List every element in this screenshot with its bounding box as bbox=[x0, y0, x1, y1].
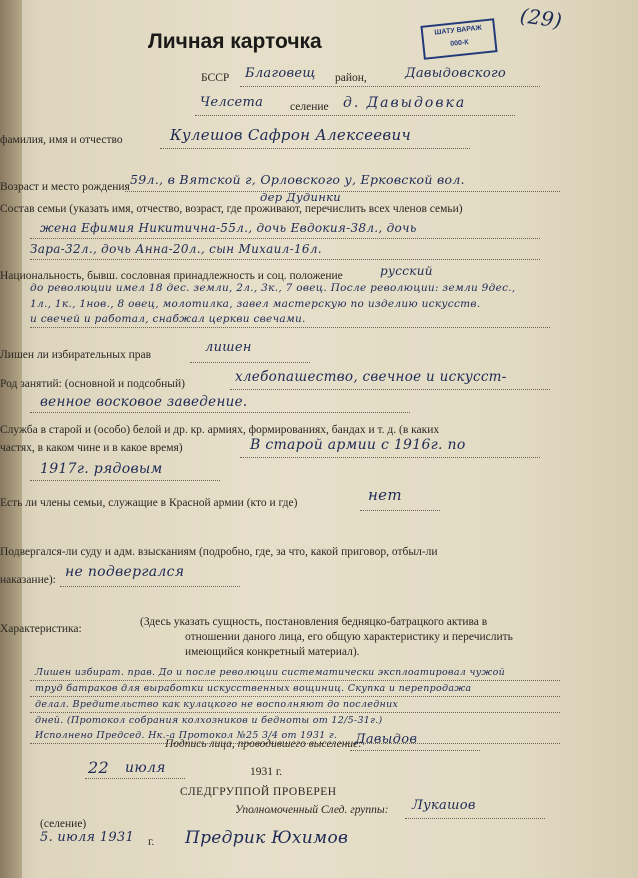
date-day: 22 bbox=[88, 758, 109, 777]
village-council-value: Давыдовского bbox=[405, 66, 506, 81]
birth-label: Возраст и место рождения bbox=[0, 181, 130, 193]
verified-label: СЛЕДГРУППОЙ ПРОВЕРЕН bbox=[180, 786, 337, 798]
nationality-line bbox=[30, 327, 550, 328]
char-value-2: труд батраков для выработки искусственных вощиниц. Скупка и перепродажа bbox=[35, 683, 472, 694]
char-note-1: (Здесь указать сущность, постановления бедняцко-батрацкого актива в bbox=[140, 616, 488, 628]
court-line bbox=[60, 586, 240, 587]
signature-value: Давыдов bbox=[355, 732, 418, 747]
location-line-2 bbox=[195, 115, 515, 116]
family-value-1: жена Ефимия Никитична-55л., дочь Евдокия-38л., дочь bbox=[40, 221, 417, 235]
char-note-2: отношении даного лица, его общую характеристику и перечислить bbox=[185, 631, 513, 643]
court-label-2: наказание): bbox=[0, 574, 56, 586]
char-line-1 bbox=[30, 680, 560, 681]
char-value-5: Исполнено Председ. Нк.-а Протокол №25 3/4 от 1931 г. bbox=[35, 730, 338, 741]
court-value: не подвергался bbox=[65, 564, 185, 580]
family-label: Состав семьи (указать имя, отчество, возраст, где проживают, перечислить всех членов семьи) bbox=[0, 203, 463, 215]
occupation-line-2 bbox=[30, 412, 410, 413]
char-label: Характеристика: bbox=[0, 623, 82, 635]
service-line-2 bbox=[30, 480, 220, 481]
date-line bbox=[85, 778, 185, 779]
signature-line bbox=[350, 750, 480, 751]
stamp-line-1: ШАТУ ВАРАЖ bbox=[434, 24, 483, 37]
char-value-3: делал. Вредительство как кулацкого не восполняют до последних bbox=[35, 699, 399, 710]
occupation-value-1: хлебопашество, свечное и искусст- bbox=[235, 369, 507, 385]
archive-stamp bbox=[420, 18, 497, 60]
red-army-line bbox=[360, 510, 440, 511]
family-value-2: Зара-32л., дочь Анна-20л., сын Михаил-16л. bbox=[30, 242, 322, 256]
rights-value: лишен bbox=[205, 340, 252, 355]
nationality-value: русский bbox=[380, 264, 433, 278]
red-army-value: нет bbox=[368, 486, 402, 504]
nationality-label: Национальность, бывш. сословная принадлежность и соц. положение bbox=[0, 270, 343, 282]
signature-label: Подпись лица, проводившего выселение: bbox=[165, 738, 363, 750]
bssr-label: БССР bbox=[201, 72, 230, 84]
district-label: район, bbox=[335, 72, 367, 84]
birth-value-2: дер Дудинки bbox=[260, 190, 341, 204]
date-month: июля bbox=[125, 760, 166, 776]
name-line bbox=[160, 148, 470, 149]
authorized-label: Уполномоченный След. группы: bbox=[235, 804, 389, 816]
rights-label: Лишен ли избирательных прав bbox=[0, 349, 152, 361]
nationality-value-2: до революции имел 18 дес. земли, 2л., 3к., 7 овец. После революции: земли 9дес., bbox=[30, 282, 516, 294]
red-army-label: Есть ли члены семьи, служащие в Красной армии (кто и где) bbox=[0, 497, 298, 509]
nationality-value-3: 1л., 1к., 1нов., 8 овец, молотилка, завел мастерскую по изделию искусств. bbox=[30, 298, 481, 310]
village-label: селение bbox=[290, 101, 329, 113]
page-title: Личная карточка bbox=[148, 30, 322, 53]
authorized-value: Лукашов bbox=[412, 798, 476, 813]
family-line-1 bbox=[30, 238, 540, 239]
service-value-2: 1917г. рядовым bbox=[40, 461, 163, 477]
footer-village-label: (селение) bbox=[40, 818, 87, 830]
village-council-prefix: Челсета bbox=[200, 95, 264, 110]
name-label: фамилия, имя и отчество bbox=[0, 134, 123, 146]
birth-value-1: 59л., в Вятской г, Орловского у, Ерковской вол. bbox=[130, 172, 465, 187]
occupation-label: Род занятий: (основной и подсобный) bbox=[0, 378, 186, 390]
bottom-year-suffix: г. bbox=[148, 836, 155, 848]
char-value-4: дней. (Протокол собрания колхозников и бедноты от 12/5-31г.) bbox=[35, 715, 383, 726]
service-label-1: Служба в старой и (особо) белой и др. кр. армиях, формированиях, бандах и т. д. (в каких bbox=[0, 424, 440, 436]
rights-line bbox=[190, 362, 310, 363]
occupation-line-1 bbox=[230, 389, 550, 390]
char-value-1: Лишен избират. прав. До и после революции систематически эксплоатировал чужой bbox=[35, 667, 506, 678]
court-label: Подвергался-ли суду и адм. взысканиям (подробно, где, за что, какой приговор, отбыл-ли bbox=[0, 546, 438, 558]
service-line-1 bbox=[240, 457, 540, 458]
district-value: Благовещ bbox=[245, 66, 316, 81]
service-value-1: В старой армии с 1916г. по bbox=[250, 437, 466, 453]
name-value: Кулешов Сафрон Алексеевич bbox=[170, 126, 412, 144]
occupation-value-2: венное восковое заведение. bbox=[40, 394, 248, 410]
char-line-3 bbox=[30, 712, 560, 713]
char-line-2 bbox=[30, 696, 560, 697]
nationality-value-4: и свечей и работал, снабжал церкви свечами. bbox=[30, 313, 306, 325]
stamp-line-2: 000-К bbox=[449, 39, 469, 48]
corner-number: (29) bbox=[518, 3, 564, 33]
char-note-3: имеющийся конкретный материал). bbox=[185, 646, 360, 658]
location-line-1 bbox=[240, 86, 540, 87]
page-left-edge bbox=[0, 0, 22, 878]
service-label-2: частях, в каком чине и в какое время) bbox=[0, 442, 183, 454]
bottom-date: 5. июля 1931 bbox=[40, 830, 135, 845]
family-line-2 bbox=[30, 259, 540, 260]
village-value: д. Давыдовка bbox=[343, 95, 467, 111]
chair-signature: Предрик Юхимов bbox=[185, 828, 349, 848]
authorized-line bbox=[405, 818, 545, 819]
date-year: 1931 г. bbox=[250, 766, 283, 778]
birth-line bbox=[125, 191, 560, 192]
